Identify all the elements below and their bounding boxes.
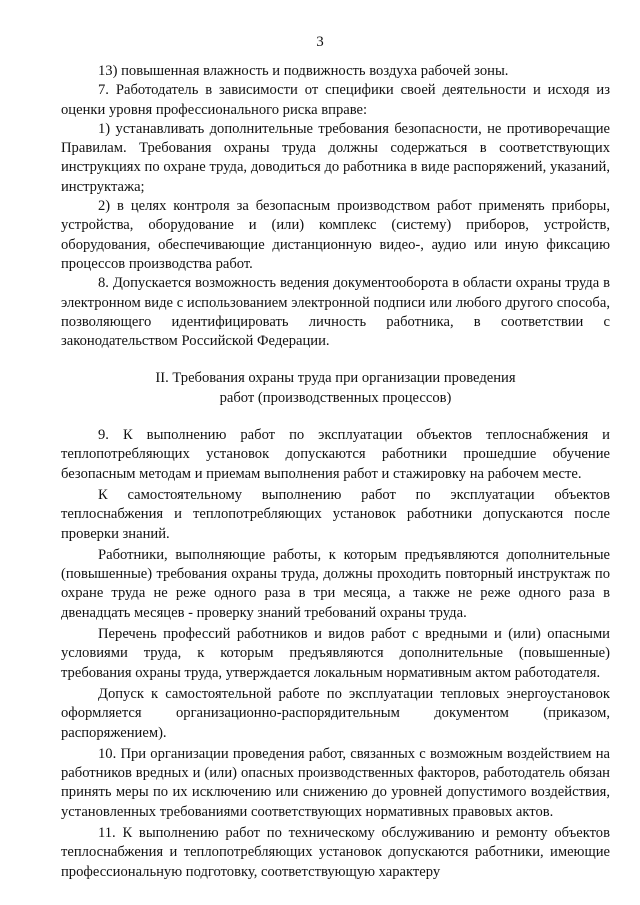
paragraph-admission: Допуск к самостоятельной работе по эксплуатации тепловых энергоустановок оформляется организационно-распорядительным документом (приказом, распоряжением).	[61, 685, 610, 741]
section-heading-line-2: работ (производственных процессов)	[219, 389, 452, 406]
paragraph-clause-9: 9. К выполнению работ по эксплуатации объектов теплоснабжения и теплопотребляющих установок допускаются работники прошедшие обучение безопасным методам и приемам выполнения работ и стажировку на рабочем месте.	[61, 427, 610, 482]
paragraph-item-13: 13) повышенная влажность и подвижность воздуха рабочей зоны.	[98, 63, 509, 79]
paragraph-clause-7: 7. Работодатель в зависимости от специфики своей деятельности и исходя из оценки уровня профессионального риска вправе:	[61, 82, 610, 118]
paragraph-professions-list: Перечень профессий работников и видов работ с вредными и (или) опасными условиями труда, к которым предъявляются дополнительные (повышенные) требования охраны труда, утверждается локальным нормативным актом работодателя.	[61, 626, 610, 681]
paragraph-clause-8: 8. Допускается возможность ведения документооборота в области охраны труда в электронном виде с использованием электронной подписи или любого другого способа, позволяющего идентифицировать личность работника, в соответствии с законодательством Российской Федерации.	[61, 275, 610, 350]
paragraph-additional-requirements: Работники, выполняющие работы, к которым предъявляются дополнительные (повышенные) требования охраны труда, должны проходить повторный инструктаж по охране труда не реже одного раза в три месяца, а также не реже одного раза в двенадцать месяцев - проверку знаний требований охраны труда.	[61, 546, 610, 621]
section-heading	[61, 369, 610, 408]
section-heading-line-1: II. Требования охраны труда при организации проведения	[155, 370, 516, 387]
page-number: 3	[316, 34, 324, 50]
paragraph-clause-11: 11. К выполнению работ по техническому обслуживанию и ремонту объектов теплоснабжения и теплопотребляющих установок допускаются работники, имеющие профессиональную подготовку, соответствующую характеру	[61, 824, 610, 880]
document-body	[61, 62, 610, 882]
paragraph-clause-10: 10. При организации проведения работ, связанных с возможным воздействием на работников вредных и (или) опасных производственных факторов, работодатель обязан принять меры по их исключению или снижению до уровней допустимого воздействия, установленных требованиями соответствующих нормативных правовых актов.	[61, 745, 610, 820]
paragraph-clause-7-2: 2) в целях контроля за безопасным производством работ применять приборы, устройства, оборудование и (или) комплекс (систему) приборов, устройств, оборудования, обеспечивающие дистанционную видео-, аудио или иную фиксацию процессов производства работ.	[61, 198, 610, 272]
paragraph-clause-7-1: 1) устанавливать дополнительные требования безопасности, не противоречащие Правилам. Требования охраны труда должны содержаться в соответствующих инструкциях по охране труда, доводиться до работника в виде распоряжений, указаний, инструктажа;	[61, 120, 610, 195]
paragraph-independent-work: К самостоятельному выполнению работ по эксплуатации объектов теплоснабжения и теплопотребляющих установок работники допускаются после проверки знаний.	[61, 486, 610, 542]
